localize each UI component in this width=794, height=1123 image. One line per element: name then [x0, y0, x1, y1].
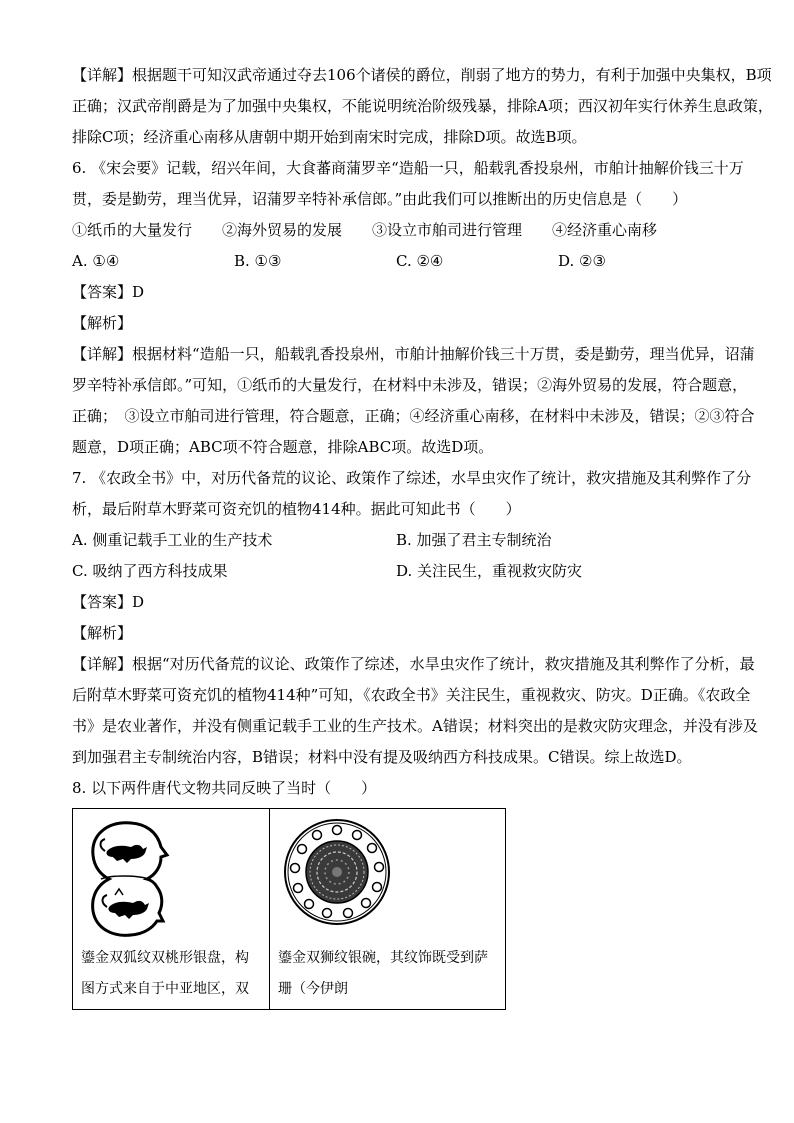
q6-option-a: A. ①④	[72, 252, 120, 270]
q6-option-b: B. ①③	[234, 252, 282, 270]
document-page	[72, 60, 773, 804]
right-caption-line-2: 珊（今伊朗	[278, 981, 348, 997]
q7-stem-line-2: 析，最后附草木野菜可资充饥的植物414种。据此可知此书（ ）	[72, 500, 521, 518]
left-caption-line-1: 鎏金双狐纹双桃形银盘，构	[81, 950, 249, 966]
q7-detail-line-1: 【详解】根据“对历代备荒的议论、政策作了综述，水旱虫灾作了统计，救灾措施及其利弊作了分析，最	[72, 655, 755, 673]
right-caption-line-1: 鎏金双狮纹银碗，其纹饰既受到萨	[278, 950, 488, 966]
q8-stem: 8. 以下两件唐代文物共同反映了当时（ ）	[72, 779, 377, 797]
artifact-figure-table	[72, 808, 506, 1010]
q7-options-row-1	[72, 525, 732, 556]
left-artifact-cell	[73, 809, 269, 1009]
q7-detail-line-3: 书》是农业著作，并没有侧重记载手工业的生产技术。A错误；材料突出的是救灾防灾理念，并没有涉及	[72, 717, 758, 735]
double-lion-silver-bowl-image	[282, 817, 392, 927]
q6-answer: 【答案】D	[72, 283, 145, 301]
q6-options	[72, 246, 732, 277]
right-artifact-caption	[278, 943, 488, 1005]
q6-detail-line-1: 【详解】根据材料“造船一只，船载乳香投泉州，市舶计抽解价钱三十万贯，委是勤劳，理当优异，诏蒲	[72, 345, 755, 363]
q6-statements: ①纸币的大量发行 ②海外贸易的发展 ③设立市舶司进行管理 ④经济重心南移	[72, 221, 658, 239]
q7-option-d: D. 关注民生，重视救灾防灾	[396, 562, 583, 580]
q7-option-c: C. 吸纳了西方科技成果	[72, 562, 228, 580]
q7-detail-line-4: 到加强君主专制统治内容，B错误；材料中没有提及吸纳西方科技成果。C错误。综上故选D。	[72, 748, 692, 766]
q7-answer: 【答案】D	[72, 593, 145, 611]
q7-detail-line-2: 后附草木野菜可资充饥的植物414种”可知，《农政全书》关注民生，重视救灾、防灾。D正确。《农政全	[72, 686, 751, 704]
q5-detail-line-3: 排除C项；经济重心南移从唐朝中期开始到南宋时完成，排除D项。故选B项。	[72, 128, 587, 146]
q6-option-d: D. ②③	[558, 252, 606, 270]
q6-detail-line-2: 罗辛特补承信郎。”可知，①纸币的大量发行，在材料中未涉及，错误；②海外贸易的发展，符合题意，	[72, 376, 748, 394]
q6-detail-line-3: 正确； ③设立市舶司进行管理，符合题意，正确；④经济重心南移，在材料中未涉及，错误；②③符合	[72, 407, 755, 425]
q6-stem-line-2: 贯，委是勤劳，理当优异，诏蒲罗辛特补承信郎。”由此我们可以推断出的历史信息是（ ）	[72, 190, 688, 208]
q7-options-row-2	[72, 556, 732, 587]
q6-option-c: C. ②④	[396, 252, 444, 270]
q7-option-a: A. 侧重记载手工业的生产技术	[72, 531, 273, 549]
q7-stem-line-1: 7. 《农政全书》中，对历代备荒的议论、政策作了综述，水旱虫灾作了统计，救灾措施及其利弊作了分	[72, 469, 752, 487]
q6-stem-line-1: 6. 《宋会要》记载，绍兴年间，大食蕃商蒲罗辛“造船一只，船载乳香投泉州，市舶计抽解价钱三十万	[72, 159, 744, 177]
left-artifact-caption	[81, 943, 249, 1005]
q7-option-b: B. 加强了君主专制统治	[396, 531, 552, 549]
double-fox-silver-plate-image	[79, 817, 199, 941]
q7-analysis-label: 【解析】	[72, 624, 133, 642]
right-artifact-cell	[269, 809, 505, 1009]
left-caption-line-2: 图方式来自于中亚地区，双	[81, 981, 249, 997]
q6-detail-line-4: 题意，D项正确；ABC项不符合题意，排除ABC项。故选D项。	[72, 438, 494, 456]
q6-analysis-label: 【解析】	[72, 314, 133, 332]
q5-detail-line-1: 【详解】根据题干可知汉武帝通过夺去106个诸侯的爵位，削弱了地方的势力，有利于加强中央集权，B项	[72, 66, 772, 84]
q5-detail-line-2: 正确；汉武帝削爵是为了加强中央集权，不能说明统治阶级残暴，排除A项；西汉初年实行休养生息政策，	[72, 97, 773, 115]
